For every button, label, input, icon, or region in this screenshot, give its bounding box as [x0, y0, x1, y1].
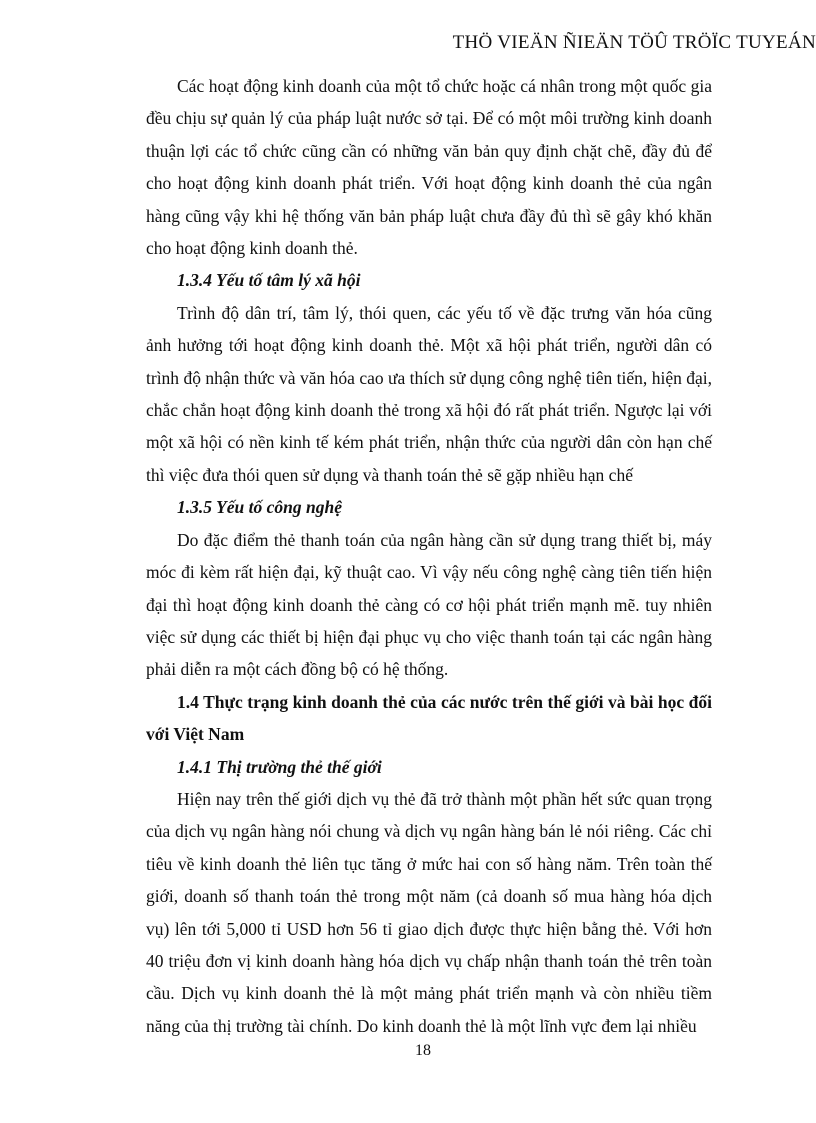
- library-header: THÖ VIEÄN ÑIEÄN TÖÛ TRÖÏC TUYEÁN: [452, 32, 816, 53]
- paragraph-1-3-4: Trình độ dân trí, tâm lý, thói quen, các yếu tố về đặc trưng văn hóa cũng ảnh hưởng tới hoạt động kinh doanh thẻ. Một xã hội phát triển, người dân có trình độ nhận thức và văn hóa cao ưa thích sử dụng công nghệ tiên tiến, hiện đại, chắc chắn hoạt động kinh doanh thẻ trong xã hội đó rất phát triển. Ngược lại với một xã hội có nền kinh tế kém phát triển, nhận thức của người dân còn hạn chế thì việc đưa thói quen sử dụng và thanh toán thẻ sẽ gặp nhiều hạn chế: [146, 302, 712, 485]
- heading-1-4-1: 1.4.1 Thị trường thẻ thế giới: [177, 756, 382, 777]
- paragraph-1-3-5: Do đặc điểm thẻ thanh toán của ngân hàng cần sử dụng trang thiết bị, máy móc đi kèm rất hiện đại, kỹ thuật cao. Vì vậy nếu công nghệ càng tiên tiến hiện đại thì hoạt động kinh doanh thẻ càng có cơ hội phát triển mạnh mẽ. tuy nhiên việc sử dụng các thiết bị hiện đại phục vụ cho việc thanh toán tại các ngân hàng phải diễn ra một cách đồng bộ có hệ thống.: [146, 529, 712, 680]
- page-number: 18: [415, 1042, 431, 1059]
- intro-paragraph: Các hoạt động kinh doanh của một tổ chức hoặc cá nhân trong một quốc gia đều chịu sự quản lý của pháp luật nước sở tại. Để có một môi trường kinh doanh thuận lợi các tổ chức cũng cần có những văn bản quy định chặt chẽ, đầy đủ để cho hoạt động kinh doanh phát triển. Với hoạt động kinh doanh thẻ của ngân hàng cũng vậy khi hệ thống văn bản pháp luật chưa đầy đủ thì sẽ gây khó khăn cho hoạt động kinh doanh thẻ.: [146, 76, 712, 259]
- paragraph-1-4-1: Hiện nay trên thế giới dịch vụ thẻ đã trở thành một phần hết sức quan trọng của dịch vụ ngân hàng nói chung và dịch vụ ngân hàng bán lẻ nói riêng. Các chỉ tiêu về kinh doanh thẻ liên tục tăng ở mức hai con số hàng năm. Trên toàn thế giới, doanh số thanh toán thẻ trong một năm (cả doanh số mua hàng hóa dịch vụ) lên tới 5,000 tỉ USD hơn 56 tỉ giao dịch được thực hiện bằng thẻ. Với hơn 40 triệu đơn vị kinh doanh hàng hóa dịch vụ chấp nhận thanh toán thẻ trên toàn cầu. Dịch vụ kinh doanh thẻ là một mảng phát triển mạnh và còn nhiều tiềm năng của thị trường tài chính. Do kinh doanh thẻ là một lĩnh vực đem lại nhiều: [146, 788, 712, 1036]
- document-body: [146, 70, 712, 1042]
- heading-1-3-5: 1.3.5 Yếu tố công nghệ: [177, 497, 342, 518]
- heading-1-3-4: 1.3.4 Yếu tố tâm lý xã hội: [177, 270, 361, 291]
- heading-1-4: 1.4 Thực trạng kinh doanh thẻ của các nước trên thế giới và bài học đối với Việt Nam: [146, 691, 712, 745]
